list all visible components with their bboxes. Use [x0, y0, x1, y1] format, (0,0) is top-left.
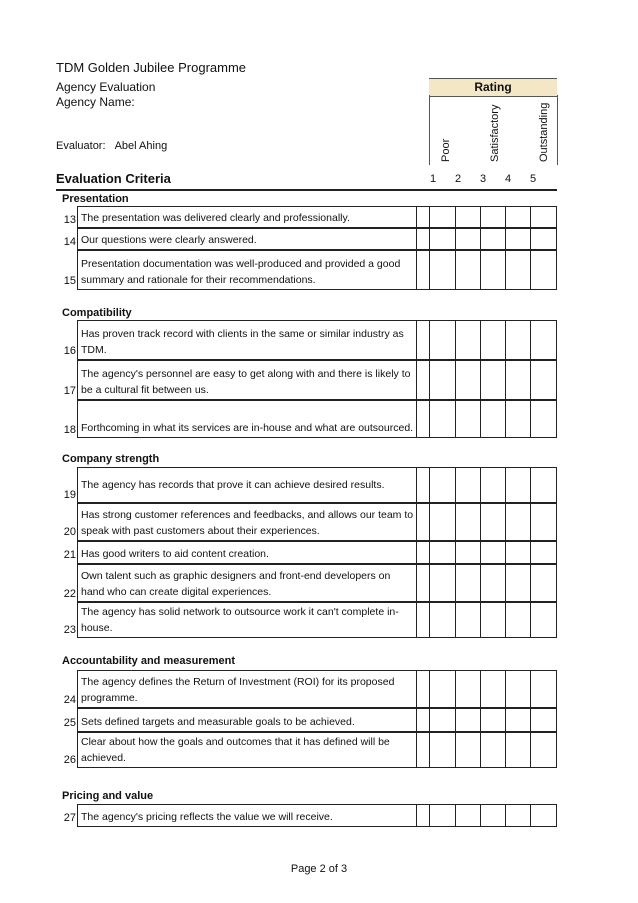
rating-row[interactable] — [417, 400, 557, 438]
row-number: 16 — [63, 345, 76, 357]
rating-cell-divider — [455, 733, 456, 767]
rating-cell-divider — [429, 805, 430, 826]
rating-cell-divider — [480, 321, 481, 359]
rating-cell-divider — [429, 361, 430, 399]
rating-cell-divider — [480, 504, 481, 540]
rating-cell-divider — [455, 321, 456, 359]
row-number: 24 — [63, 694, 76, 706]
rating-row[interactable] — [417, 467, 557, 503]
rating-label-poor: Poor — [440, 138, 452, 162]
rating-cell-divider — [505, 251, 506, 289]
rating-cell-divider — [505, 361, 506, 399]
row-number: 13 — [63, 214, 76, 226]
rating-cell-divider — [480, 733, 481, 767]
rating-cell-divider — [530, 709, 531, 731]
section-accountability: Accountability and measurement — [62, 655, 235, 667]
rating-cell-divider — [429, 207, 430, 227]
evaluator-field — [56, 140, 167, 152]
rating-row[interactable] — [417, 503, 557, 541]
rating-row[interactable] — [417, 564, 557, 602]
rating-cell-divider — [530, 504, 531, 540]
rating-cell-divider — [480, 671, 481, 707]
rating-row[interactable] — [417, 228, 557, 250]
rating-cell-divider — [530, 671, 531, 707]
section-compatibility: Compatibility — [62, 307, 132, 319]
criterion-text: Clear about how the goals and outcomes that it has defined will be achieved. — [77, 732, 417, 768]
rating-cell-divider — [530, 401, 531, 437]
criterion-text: Has proven track record with clients in the same or similar industry as TDM. — [77, 320, 417, 360]
rating-cell-divider — [480, 229, 481, 249]
row-number: 15 — [63, 275, 76, 287]
rating-cell-divider — [480, 603, 481, 637]
rating-row[interactable] — [417, 206, 557, 228]
row-number: 20 — [63, 526, 76, 538]
rating-row[interactable] — [417, 320, 557, 360]
rating-cell-divider — [505, 603, 506, 637]
row-number: 22 — [63, 588, 76, 600]
rating-cell-divider — [480, 361, 481, 399]
rating-cell-divider — [480, 251, 481, 289]
rating-heading: Rating — [429, 78, 557, 97]
rating-cell-divider — [530, 321, 531, 359]
criterion-text: Presentation documentation was well-produced and provided a good summary and rationale for their recommendations. — [77, 250, 417, 290]
rating-cell-divider — [455, 542, 456, 563]
rating-cell-divider — [429, 565, 430, 601]
rating-cell-divider — [429, 733, 430, 767]
rating-row[interactable] — [417, 250, 557, 290]
rating-cell-divider — [455, 603, 456, 637]
rating-cell-divider — [480, 805, 481, 826]
rating-cell-divider — [429, 251, 430, 289]
rating-cell-divider — [530, 229, 531, 249]
rating-cell-divider — [455, 671, 456, 707]
rating-cell-divider — [530, 468, 531, 502]
criterion-text: The agency has records that prove it can achieve desired results. — [77, 467, 417, 503]
rating-cell-divider — [455, 468, 456, 502]
row-number: 18 — [63, 424, 76, 436]
rating-cell-divider — [530, 733, 531, 767]
rating-cell-divider — [505, 671, 506, 707]
rating-cell-divider — [480, 401, 481, 437]
rating-cell-divider — [530, 805, 531, 826]
rating-cell-divider — [505, 709, 506, 731]
criterion-text: Sets defined targets and measurable goals to be achieved. — [77, 708, 417, 732]
rating-cell-divider — [455, 207, 456, 227]
scale-2: 2 — [454, 173, 462, 185]
rating-cell-divider — [429, 401, 430, 437]
criterion-text: The agency's pricing reflects the value we will receive. — [77, 804, 417, 827]
form-title: TDM Golden Jubilee Programme — [56, 60, 247, 75]
rating-cell-divider — [505, 733, 506, 767]
rating-cell-divider — [530, 207, 531, 227]
criterion-text: Has strong customer references and feedbacks, and allows our team to speak with past customers about their experiences. — [77, 503, 417, 541]
rating-label-outstanding: Outstanding — [538, 102, 550, 162]
rating-row[interactable] — [417, 360, 557, 400]
rating-cell-divider — [530, 603, 531, 637]
rating-cell-divider — [429, 321, 430, 359]
row-number: 14 — [63, 236, 76, 248]
rating-row[interactable] — [417, 804, 557, 827]
row-number: 25 — [63, 717, 76, 729]
evaluator-name: Abel Ahing — [114, 140, 168, 152]
rating-cell-divider — [455, 401, 456, 437]
criterion-text: The agency's personnel are easy to get along with and there is likely to be a cultural fit between us. — [77, 360, 417, 400]
agency-name-label: Agency Name: — [56, 95, 135, 109]
rating-cell-divider — [530, 251, 531, 289]
scale-1: 1 — [429, 173, 437, 185]
rating-cell-divider — [429, 603, 430, 637]
section-presentation: Presentation — [62, 193, 129, 205]
criterion-text: The presentation was delivered clearly and professionally. — [77, 206, 417, 228]
evaluator-label: Evaluator: — [56, 140, 106, 152]
rating-row[interactable] — [417, 541, 557, 564]
page-number: Page 2 of 3 — [290, 863, 348, 875]
rating-row[interactable] — [417, 708, 557, 732]
row-number: 17 — [63, 385, 76, 397]
rating-cell-divider — [455, 709, 456, 731]
rating-cell-divider — [455, 361, 456, 399]
rating-cell-divider — [480, 207, 481, 227]
criteria-divider — [56, 189, 557, 191]
scale-4: 4 — [504, 173, 512, 185]
rating-cell-divider — [429, 542, 430, 563]
rating-cell-divider — [429, 709, 430, 731]
rating-cell-divider — [455, 251, 456, 289]
rating-cell-divider — [530, 565, 531, 601]
scale-3: 3 — [479, 173, 487, 185]
criterion-text: Has good writers to aid content creation. — [77, 541, 417, 564]
row-number: 23 — [63, 624, 76, 636]
criteria-heading: Evaluation Criteria — [56, 171, 171, 186]
rating-cell-divider — [505, 229, 506, 249]
rating-divider — [557, 95, 558, 165]
rating-cell-divider — [480, 565, 481, 601]
rating-cell-divider — [505, 468, 506, 502]
criterion-text: Own talent such as graphic designers and front-end developers on hand who can create digital experiences. — [77, 564, 417, 602]
row-number: 26 — [63, 754, 76, 766]
criterion-text: The agency has solid network to outsource work it can't complete in-house. — [77, 602, 417, 638]
rating-cell-divider — [455, 805, 456, 826]
rating-cell-divider — [429, 671, 430, 707]
rating-label-satisfactory: Satisfactory — [489, 104, 501, 162]
rating-cell-divider — [530, 542, 531, 563]
section-company-strength: Company strength — [62, 453, 160, 465]
rating-row[interactable] — [417, 732, 557, 768]
form-subtitle: Agency Evaluation — [56, 80, 156, 94]
row-number: 27 — [63, 812, 76, 824]
scale-5: 5 — [529, 173, 537, 185]
rating-divider — [429, 95, 430, 165]
criterion-text: Our questions were clearly answered. — [77, 228, 417, 250]
rating-cell-divider — [480, 468, 481, 502]
rating-cell-divider — [429, 229, 430, 249]
rating-row[interactable] — [417, 670, 557, 708]
rating-cell-divider — [455, 504, 456, 540]
rating-cell-divider — [505, 321, 506, 359]
rating-cell-divider — [455, 565, 456, 601]
criterion-text: The agency defines the Return of Investment (ROI) for its proposed programme. — [77, 670, 417, 708]
rating-cell-divider — [480, 709, 481, 731]
row-number: 19 — [63, 489, 76, 501]
rating-cell-divider — [455, 229, 456, 249]
rating-cell-divider — [530, 361, 531, 399]
rating-cell-divider — [429, 468, 430, 502]
rating-cell-divider — [505, 504, 506, 540]
rating-cell-divider — [480, 542, 481, 563]
section-pricing: Pricing and value — [62, 790, 154, 802]
rating-cell-divider — [505, 565, 506, 601]
rating-cell-divider — [505, 207, 506, 227]
rating-cell-divider — [505, 805, 506, 826]
rating-cell-divider — [429, 504, 430, 540]
rating-cell-divider — [505, 401, 506, 437]
rating-row[interactable] — [417, 602, 557, 638]
criterion-text: Forthcoming in what its services are in-house and what are outsourced. — [77, 400, 417, 438]
rating-cell-divider — [505, 542, 506, 563]
row-number: 21 — [63, 549, 76, 561]
